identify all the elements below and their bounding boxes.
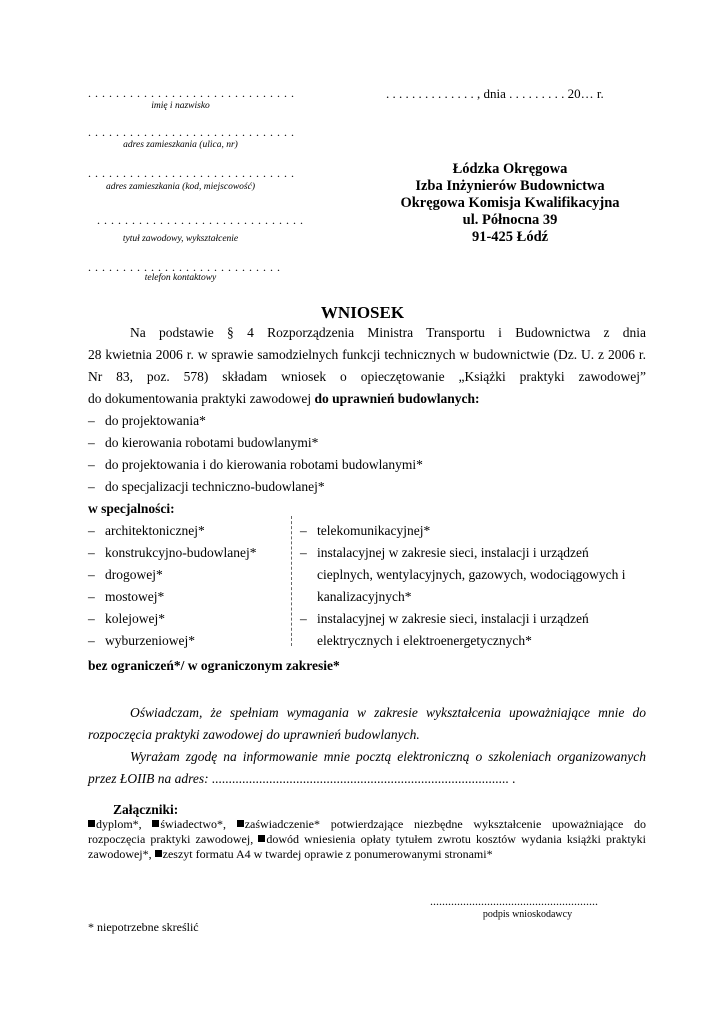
attachments-line: zawodowej*, zeszyt formatu A4 w twardej oprawie z ponumerowanymi stronami* (88, 847, 493, 861)
phone-caption: telefon kontaktowy (144, 273, 217, 283)
scope-line: bez ograniczeń*/ w ograniczonym zakresie* (88, 658, 340, 673)
bullet-square-icon (88, 820, 95, 827)
recipient-line: 91-425 Łódź (471, 229, 549, 245)
specialty-item: – mostowej* (88, 589, 165, 604)
specialty-item: – konstrukcyjno-budowlanej* (88, 545, 257, 560)
option-item: – do projektowania i do kierowania robotami budowlanymi* (88, 457, 423, 472)
specialty-item: – kolejowej* (88, 611, 165, 626)
option-item: – do kierowania robotami budowlanymi* (88, 435, 319, 450)
date-line: . . . . . . . . . . . . . . , dnia . . . . . . . . . 20… r. (386, 86, 604, 101)
attachments-heading: Załączniki: (113, 802, 179, 817)
specialty-item: – instalacyjnej w zakresie sieci, instalacji i urządzeń (300, 545, 589, 560)
recipient-line: Okręgowa Komisja Kwalifikacyjna (400, 195, 620, 211)
bullet-square-icon (237, 820, 244, 827)
intro-line: do dokumentowania praktyki zawodowej do uprawnień budowlanych: (88, 391, 480, 406)
city-dots: . . . . . . . . . . . . . . . . . . . . . . . . . . . . . . (88, 166, 295, 180)
bullet-square-icon (155, 850, 162, 857)
declaration-line: Oświadczam, że spełniam wymagania w zakresie wykształcenia upoważniające mnie do (130, 705, 646, 720)
title-dots: . . . . . . . . . . . . . . . . . . . . . . . . . . . . . . (97, 213, 304, 227)
specialty-item: – architektonicznej* (88, 523, 205, 538)
recipient-line: Łódzka Okręgowa (452, 161, 568, 177)
column-separator (291, 516, 292, 646)
bullet-square-icon (258, 835, 265, 842)
signature-caption: podpis wnioskodawcy (482, 909, 573, 920)
declaration-line: rozpoczęcia praktyki zawodowej do uprawnień budowlanych. (88, 727, 420, 742)
name-caption: imię i nazwisko (151, 101, 210, 111)
intro-line: 28 kwietnia 2006 r. w sprawie samodzielnych funkcji technicznych w budownictwie (Dz. U. z 2006 r. (88, 347, 646, 362)
specialty-item: – drogowej* (88, 567, 163, 582)
intro-bold-text: do uprawnień budowlanych: (314, 391, 480, 406)
specialty-item: – wyburzeniowej* (88, 633, 195, 648)
recipient-line: Izba Inżynierów Budownictwa (415, 178, 605, 194)
signature-dots: ........................................................ (430, 894, 598, 908)
street-caption: adres zamieszkania (ulica, nr) (123, 140, 238, 150)
intro-line: Na podstawie § 4 Rozporządzenia Ministra Transportu i Budownictwa z dnia (130, 325, 646, 340)
option-item: – do specjalizacji techniczno-budowlanej* (88, 479, 325, 494)
street-dots: . . . . . . . . . . . . . . . . . . . . . . . . . . . . . . (88, 125, 295, 139)
specialty-item-continued: kanalizacyjnych* (317, 589, 412, 604)
specialties-heading: w specjalności: (88, 501, 175, 516)
specialty-item: – instalacyjnej w zakresie sieci, instalacji i urządzeń (300, 611, 589, 626)
option-item: – do projektowania* (88, 413, 206, 428)
attachments-line: rozpoczęcia praktyki zawodowej, dowód wniesienia opłaty tytułem zwrotu kosztów wydania książki praktyki (88, 832, 646, 846)
attachments-line: dyplom*, świadectwo*, zaświadczenie* potwierdzające niezbędne wykształcenie upoważniające do (88, 817, 646, 832)
document-title: WNIOSEK (320, 303, 405, 322)
bullet-square-icon (152, 820, 159, 827)
footnote: * niepotrzebne skreślić (88, 920, 199, 934)
consent-line: Wyrażam zgodę na informowanie mnie pocztą elektroniczną o szkoleniach organizowanych (130, 749, 646, 764)
consent-email-line: przez ŁOIIB na adres: ........................................................................................ . (88, 771, 516, 786)
specialty-item: – telekomunikacyjnej* (300, 523, 431, 538)
city-caption: adres zamieszkania (kod, miejscowość) (106, 182, 255, 192)
name-dots: . . . . . . . . . . . . . . . . . . . . . . . . . . . . . . (88, 86, 295, 100)
title-caption: tytuł zawodowy, wykształcenie (122, 234, 239, 244)
intro-line: Nr 83, poz. 578) składam wniosek o opieczętowanie „Książki praktyki zawodowej” (88, 369, 646, 384)
recipient-line: ul. Północna 39 (462, 212, 558, 228)
specialty-item-continued: elektrycznych i elektroenergetycznych* (317, 633, 532, 648)
specialty-item-continued: cieplnych, wentylacyjnych, gazowych, wodociągowych i (317, 567, 626, 582)
phone-dots: . . . . . . . . . . . . . . . . . . . . . . . . . . . . (88, 260, 281, 274)
